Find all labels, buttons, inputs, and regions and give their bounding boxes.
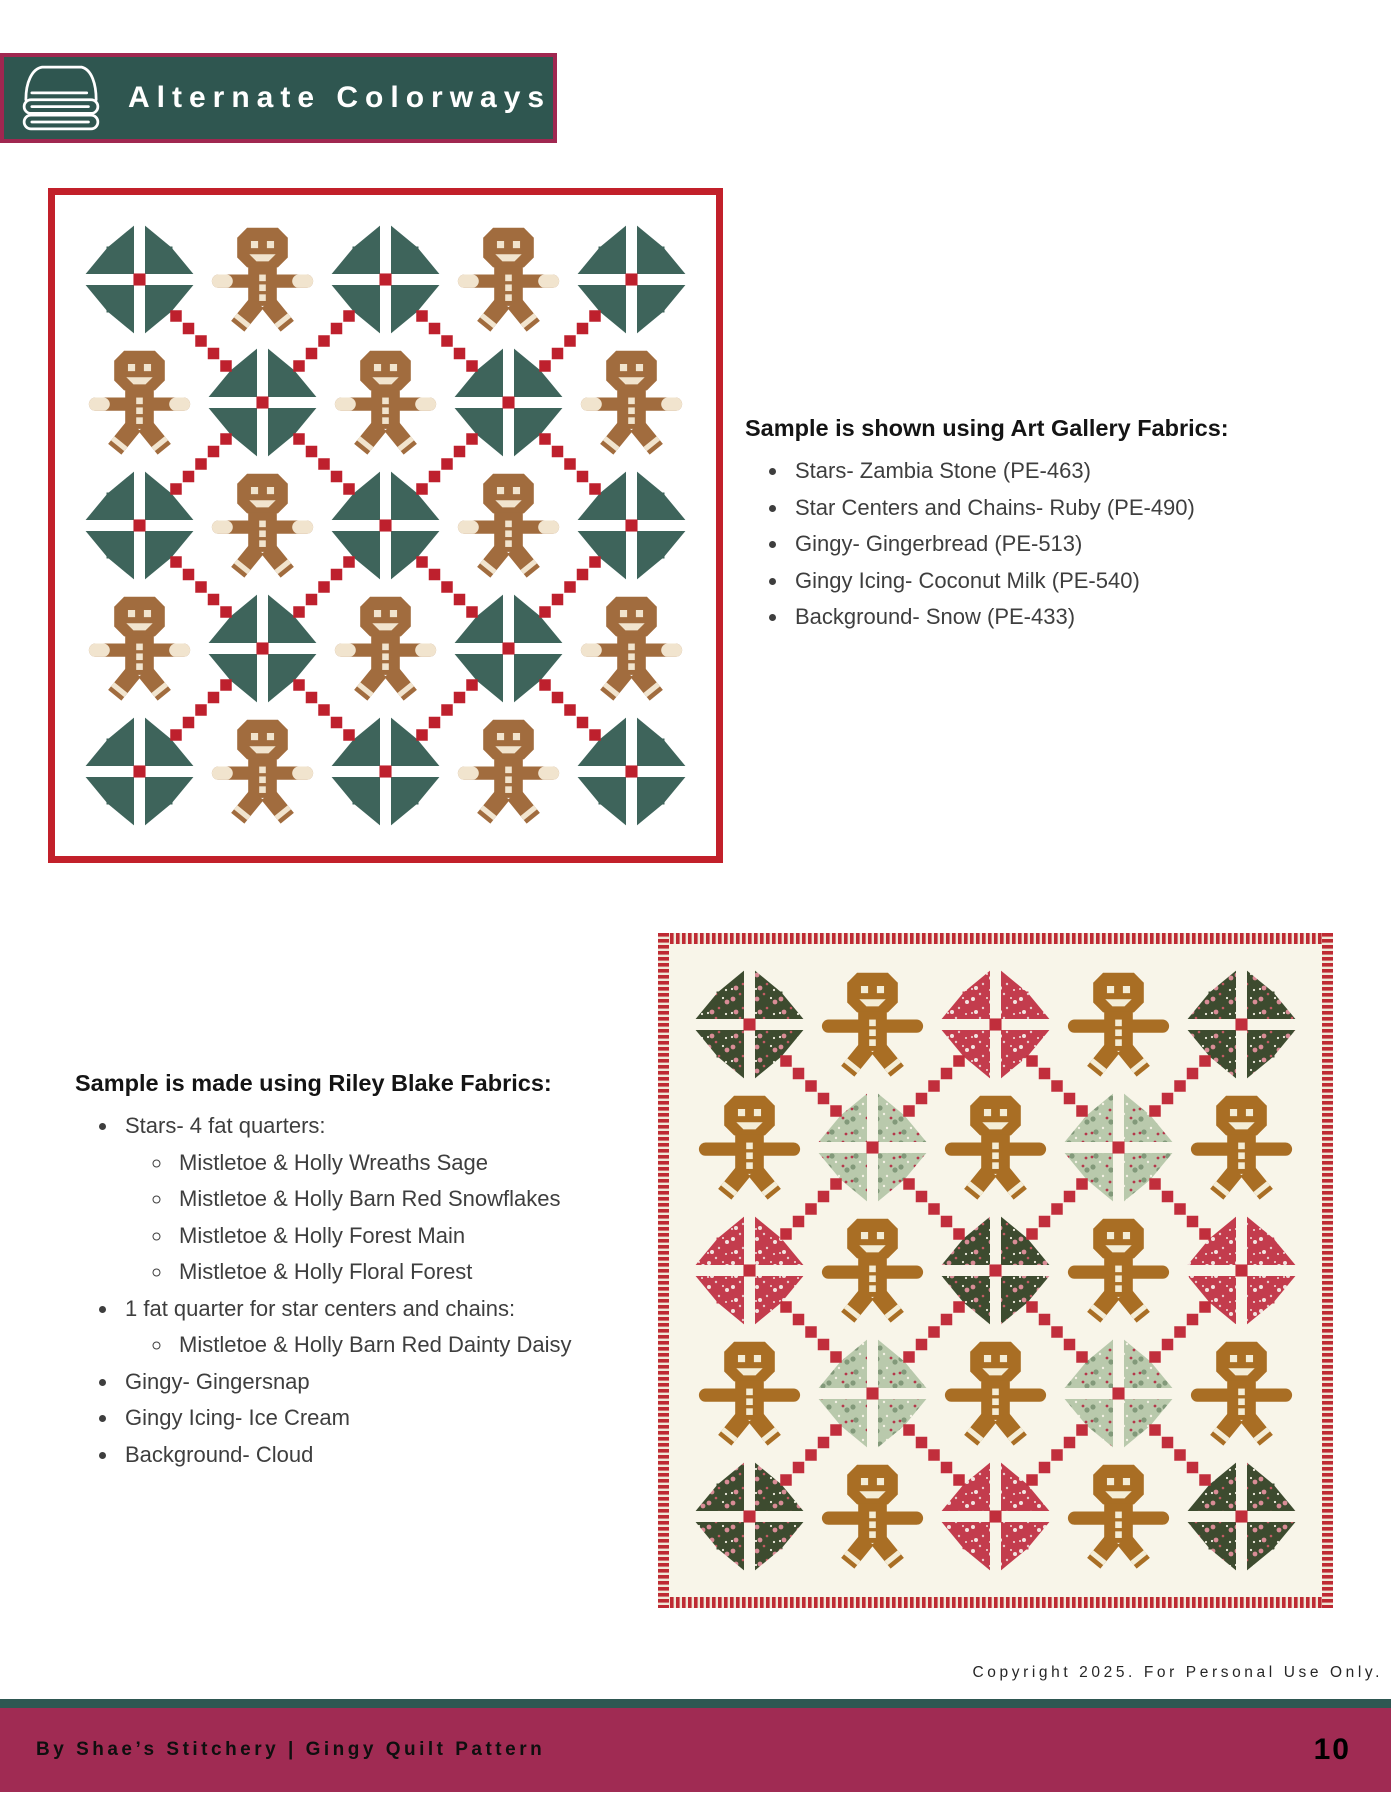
list-item: • Star Centers and Chains- Ruby (PE-490) <box>789 490 1365 527</box>
list-subitem: ◦ Mistletoe & Holly Wreaths Sage <box>173 1145 655 1182</box>
list-item-label: 1 fat quarter for star centers and chains: <box>125 1295 516 1321</box>
header-badge <box>0 53 557 143</box>
riley-blake-fabric-list <box>75 1068 655 1473</box>
list-item: • Gingy- Gingersnap <box>119 1364 655 1401</box>
list-item: • Background- Snow (PE-433) <box>789 599 1365 636</box>
fabric-stack-icon <box>18 62 104 134</box>
list-item: • Background- Cloud <box>119 1437 655 1474</box>
list-item <box>119 1108 655 1291</box>
list-item: • Stars- Zambia Stone (PE-463) <box>789 453 1365 490</box>
footer-byline: By Shae’s Stitchery | Gingy Quilt Pattern <box>36 1739 546 1760</box>
list-item: • Gingy Icing- Ice Cream <box>119 1400 655 1437</box>
footer-teal-strip <box>0 1699 1391 1708</box>
list-subitem: ◦ Mistletoe & Holly Barn Red Dainty Daisy <box>173 1327 655 1364</box>
list-subitem: ◦ Mistletoe & Holly Barn Red Snowflakes <box>173 1181 655 1218</box>
list-item <box>119 1291 655 1364</box>
list-subitem: ◦ Mistletoe & Holly Forest Main <box>173 1218 655 1255</box>
quilt-art-gallery-colorway <box>48 188 723 863</box>
list-item: • Gingy- Gingerbread (PE-513) <box>789 526 1365 563</box>
list-subitem: ◦ Mistletoe & Holly Floral Forest <box>173 1254 655 1291</box>
art-gallery-heading: Sample is shown using Art Gallery Fabrics: <box>745 415 1229 441</box>
page-title: Alternate Colorways <box>128 81 552 114</box>
list-item: • Gingy Icing- Coconut Milk (PE-540) <box>789 563 1365 600</box>
quilt-riley-blake-colorway <box>658 933 1333 1608</box>
page-number: 10 <box>1313 1733 1351 1766</box>
riley-blake-heading: Sample is made using Riley Blake Fabrics: <box>75 1070 552 1096</box>
copyright-text: Copyright 2025. For Personal Use Only. <box>972 1664 1383 1681</box>
art-gallery-fabric-list <box>745 413 1365 636</box>
list-item-label: Stars- 4 fat quarters: <box>125 1113 326 1138</box>
footer-bar <box>0 1708 1391 1792</box>
